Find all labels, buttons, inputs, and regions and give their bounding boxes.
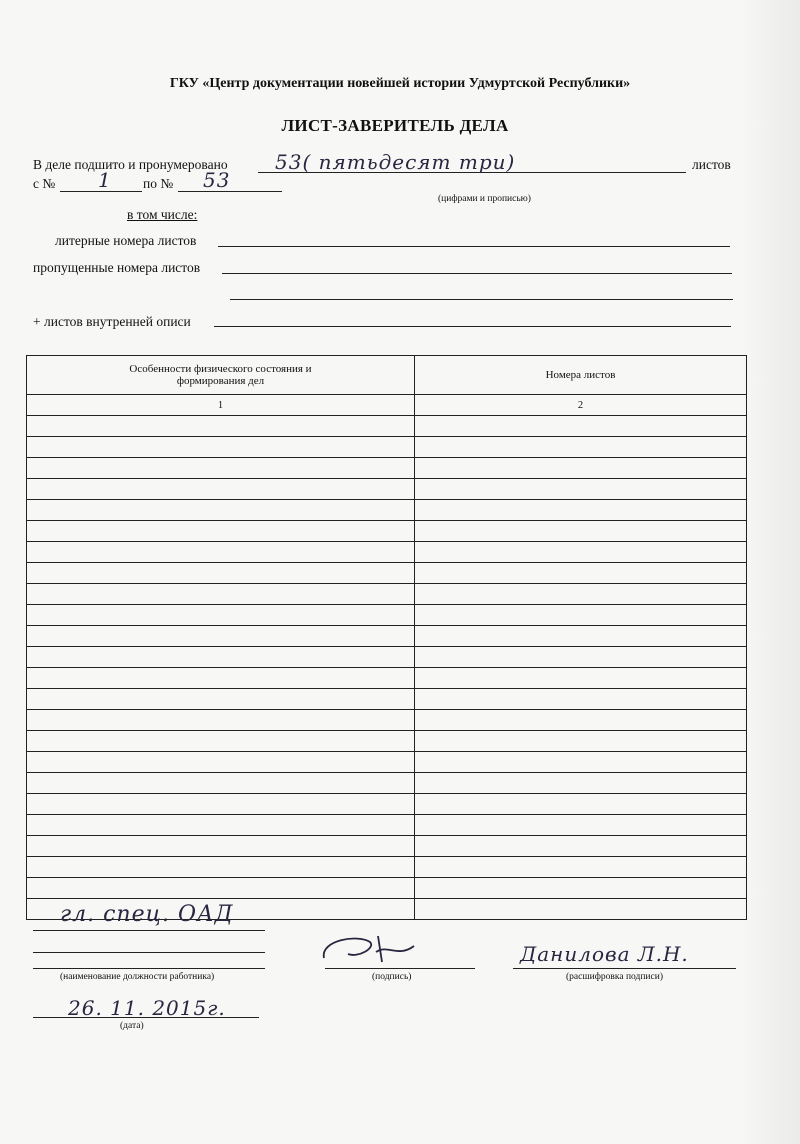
sheet-numbers-cell [415,731,747,752]
including-label: в том числе: [127,207,198,222]
position-line-2 [33,952,265,953]
page-edge-shadow [742,0,800,1144]
table-header-row [27,356,747,395]
decryption-line [513,968,736,969]
digits-words-hint: (цифрами и прописью) [438,194,531,204]
condition-cell [27,521,415,542]
sheet-numbers-cell [415,437,747,458]
table-row [27,668,747,689]
sheet-numbers-cell [415,521,747,542]
condition-cell [27,794,415,815]
table-row [27,605,747,626]
signature-caption: (подпись) [372,972,412,982]
condition-cell [27,584,415,605]
condition-cell [27,563,415,584]
condition-cell [27,626,415,647]
column-number-1: 1 [27,395,415,416]
condition-cell [27,647,415,668]
condition-cell [27,857,415,878]
to-number-label: по № [143,176,174,191]
table-row [27,857,747,878]
sheet-numbers-cell [415,500,747,521]
organization-name: ГКУ «Центр документации новейшей истории Удмуртской Республики» [169,76,631,91]
to-number-handwritten: 53 [203,168,231,192]
table-row [27,416,747,437]
table-row [27,815,747,836]
table-row [27,584,747,605]
date-caption: (дата) [120,1021,144,1031]
sheet-numbers-cell [415,605,747,626]
condition-cell [27,479,415,500]
table-row [27,731,747,752]
decryption-caption: (расшифровка подписи) [566,972,663,982]
table-row [27,773,747,794]
sheet-numbers-cell [415,752,747,773]
condition-cell [27,542,415,563]
position-line-3 [33,968,265,969]
condition-cell [27,878,415,899]
table-row [27,500,747,521]
table-row [27,689,747,710]
condition-cell [27,752,415,773]
table-row [27,626,747,647]
table-row [27,521,747,542]
condition-cell [27,416,415,437]
from-number-label: с № [33,176,56,191]
sheet-numbers-cell [415,647,747,668]
sheet-numbers-cell [415,899,747,920]
sheet-numbers-cell [415,458,747,479]
sheets-count-handwritten: 53( пятьдесят три) [275,150,516,174]
sheet-numbers-cell [415,689,747,710]
sheet-numbers-cell [415,836,747,857]
sheet-numbers-cell [415,479,747,500]
table-row [27,542,747,563]
missing-numbers-line-2 [230,299,733,300]
sheet-numbers-cell [415,542,747,563]
sheet-numbers-cell [415,773,747,794]
condition-cell [27,605,415,626]
condition-cell [27,689,415,710]
condition-cell [27,836,415,857]
document-title: ЛИСТ-ЗАВЕРИТЕЛЬ ДЕЛА [281,116,509,135]
header-sheet-numbers: Номера листов [415,356,747,395]
sheets-suffix-label: листов [692,157,731,172]
table-row [27,437,747,458]
inner-inventory-label: + листов внутренней описи [33,314,191,329]
condition-cell [27,668,415,689]
table-row [27,836,747,857]
condition-cell [27,500,415,521]
condition-cell [27,437,415,458]
sheet-numbers-cell [415,815,747,836]
table-row [27,794,747,815]
sheet-numbers-cell [415,563,747,584]
header-condition-text: Особенности физического состояния и формирования дел [129,363,312,387]
sheet-numbers-cell [415,626,747,647]
inner-inventory-line [214,326,731,327]
missing-numbers-label: пропущенные номера листов [33,260,201,275]
position-line-1 [33,930,265,931]
condition-cell [27,731,415,752]
table-row [27,878,747,899]
sheet-numbers-cell [415,710,747,731]
letter-numbers-label: литерные номера листов [55,233,197,248]
from-number-handwritten: 1 [98,168,112,192]
sheet-numbers-cell [415,668,747,689]
condition-table [26,355,747,920]
header-condition [27,356,415,395]
condition-cell [27,710,415,731]
condition-cell [27,773,415,794]
condition-cell [27,815,415,836]
sheet-numbers-cell [415,584,747,605]
signature-image [318,928,438,972]
column-number-2: 2 [415,395,747,416]
sheet-numbers-cell [415,416,747,437]
sheet-numbers-cell [415,878,747,899]
letter-numbers-line [218,246,730,247]
sheet-numbers-cell [415,794,747,815]
sheets-intro-label: В деле подшито и пронумеровано [33,157,228,172]
table-row [27,479,747,500]
sheet-numbers-cell [415,857,747,878]
position-handwritten: гл. спец. ОАД [60,902,234,927]
date-handwritten: 26. 11. 2015г. [68,996,226,1020]
table-row [27,752,747,773]
decryption-handwritten: Данилова Л.Н. [520,942,689,966]
table-row [27,563,747,584]
table-row [27,458,747,479]
condition-cell [27,458,415,479]
table-row [27,710,747,731]
missing-numbers-line [222,273,732,274]
position-caption: (наименование должности работника) [60,972,215,982]
date-line [33,1017,259,1018]
table-row [27,647,747,668]
column-number-row [27,395,747,416]
